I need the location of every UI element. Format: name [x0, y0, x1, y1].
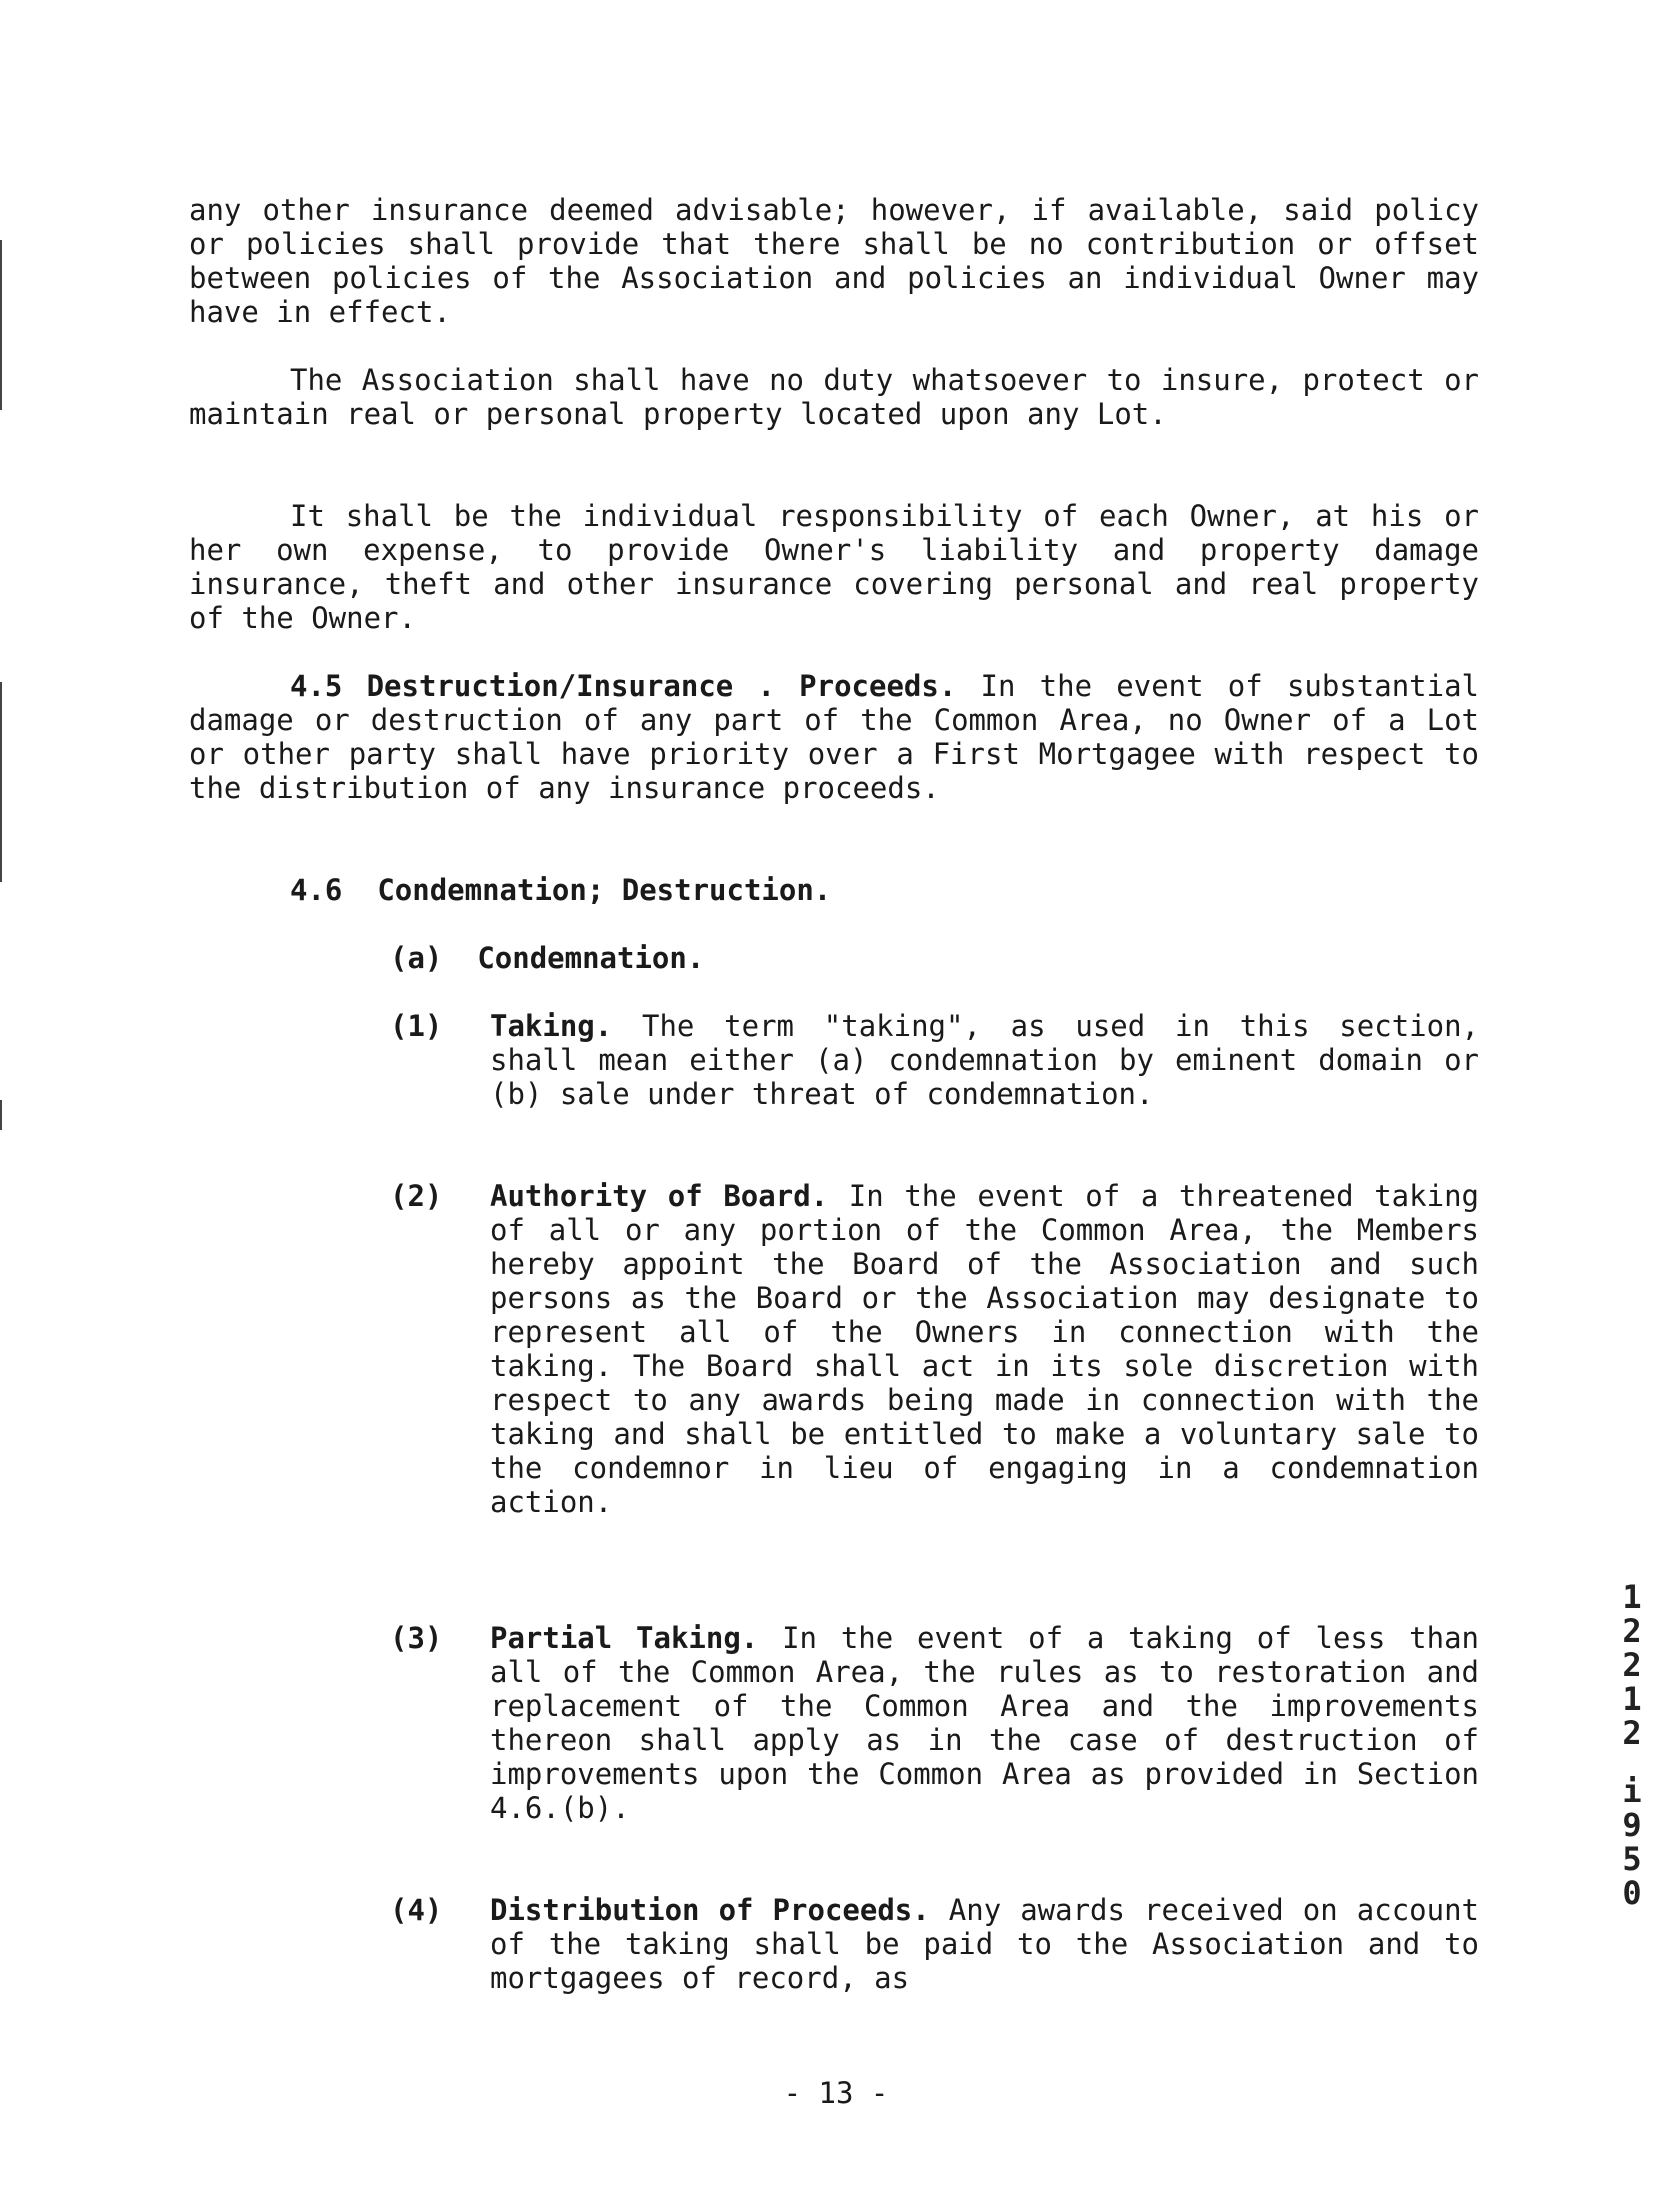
- item-text: [490, 1009, 1479, 1111]
- item-number: (4): [390, 1893, 443, 1927]
- paragraph-owner-responsibility: [189, 499, 1479, 635]
- page-number: - 13 -: [783, 2076, 889, 2110]
- section-4-6-heading: [290, 873, 831, 907]
- section-number: 4.6: [290, 873, 343, 907]
- section-title: Condemnation; Destruction.: [377, 873, 832, 907]
- item-title: Partial Taking.: [490, 1621, 759, 1655]
- item-title: Distribution of Proceeds.: [490, 1893, 930, 1927]
- subsection-a-heading: [390, 941, 704, 975]
- paragraph-association-duty: [189, 363, 1479, 431]
- section-body: In the event of substantial damage or destruction of any part of the Common Area, no Owner of a Lot or other party shall have priority over a First Mortgagee with respect to the distribution of any insurance proceeds.: [189, 669, 1479, 805]
- item-number: (3): [390, 1621, 443, 1655]
- margin-mark: [0, 1100, 2, 1130]
- list-item-partial-taking: [390, 1621, 1479, 1825]
- stamp-char: i: [1622, 1772, 1642, 1810]
- item-title: Authority of Board.: [490, 1179, 829, 1213]
- item-number: (1): [390, 1009, 443, 1043]
- item-body: In the event of a taking of less than all of the Common Area, the rules as to restoration and replacement of the Common Area and the improvements thereon shall apply as in the case of destruction of improvements upon the Common Area as provided in Section 4.6.(b).: [490, 1621, 1479, 1825]
- subsection-label: (a): [390, 941, 443, 975]
- stamp-char: 2: [1622, 1714, 1642, 1752]
- paragraph-text: any other insurance deemed advisable; however, if available, said policy or policies shall provide that there shall be no contribution or offset between policies of the Association and policies an individual Owner may have in effect.: [189, 193, 1479, 329]
- stamp-char: 9: [1622, 1806, 1642, 1844]
- margin-mark: [0, 240, 2, 410]
- stamp-char: 0: [1622, 1874, 1642, 1912]
- stamp-char: 2: [1622, 1612, 1642, 1650]
- section-heading: 4.5 Destruction/Insurance . Proceeds.: [290, 669, 957, 703]
- section-4-5: [189, 669, 1479, 805]
- item-body: In the event of a threatened taking of all or any portion of the Common Area, the Members hereby appoint the Board of the Association and such persons as the Board or the Association may designate to represent all of the Owners in connection with the taking. The Board shall act in its sole discretion with respect to any awards being made in connection with the taking and shall be entitled to make a voluntary sale to the condemnor in lieu of engaging in a condemnation action.: [490, 1179, 1479, 1519]
- subsection-title: Condemnation.: [477, 941, 705, 975]
- item-body: The term "taking", as used in this section, shall mean either (a) condemnation by eminent domain or (b) sale under threat of condemnation.: [490, 1009, 1479, 1111]
- paragraph-text: [189, 669, 1479, 805]
- item-text: [490, 1893, 1479, 1995]
- list-item-authority-of-board: [390, 1179, 1479, 1519]
- item-text: [490, 1621, 1479, 1825]
- item-body: Any awards received on account of the taking shall be paid to the Association and to mortgagees of record, as: [490, 1893, 1479, 1995]
- stamp-char: 1: [1622, 1680, 1642, 1718]
- margin-mark: [0, 682, 2, 882]
- stamp-char: 1: [1622, 1578, 1642, 1616]
- stamp-char: 2: [1622, 1646, 1642, 1684]
- item-number: (2): [390, 1179, 443, 1213]
- item-text: [490, 1179, 1479, 1519]
- paragraph-text: The Association shall have no duty whatsoever to insure, protect or maintain real or personal property located upon any Lot.: [189, 363, 1479, 431]
- paragraph-insurance-policies: [189, 193, 1479, 329]
- list-item-distribution-of-proceeds: [390, 1893, 1479, 1995]
- paragraph-text: It shall be the individual responsibility of each Owner, at his or her own expense, to provide Owner's liability and property damage insurance, theft and other insurance covering personal and real property of the Owner.: [189, 499, 1479, 635]
- item-title: Taking.: [490, 1009, 613, 1043]
- recording-stamp: [1612, 1580, 1652, 1910]
- stamp-char: 5: [1622, 1840, 1642, 1878]
- list-item-taking: [390, 1009, 1479, 1111]
